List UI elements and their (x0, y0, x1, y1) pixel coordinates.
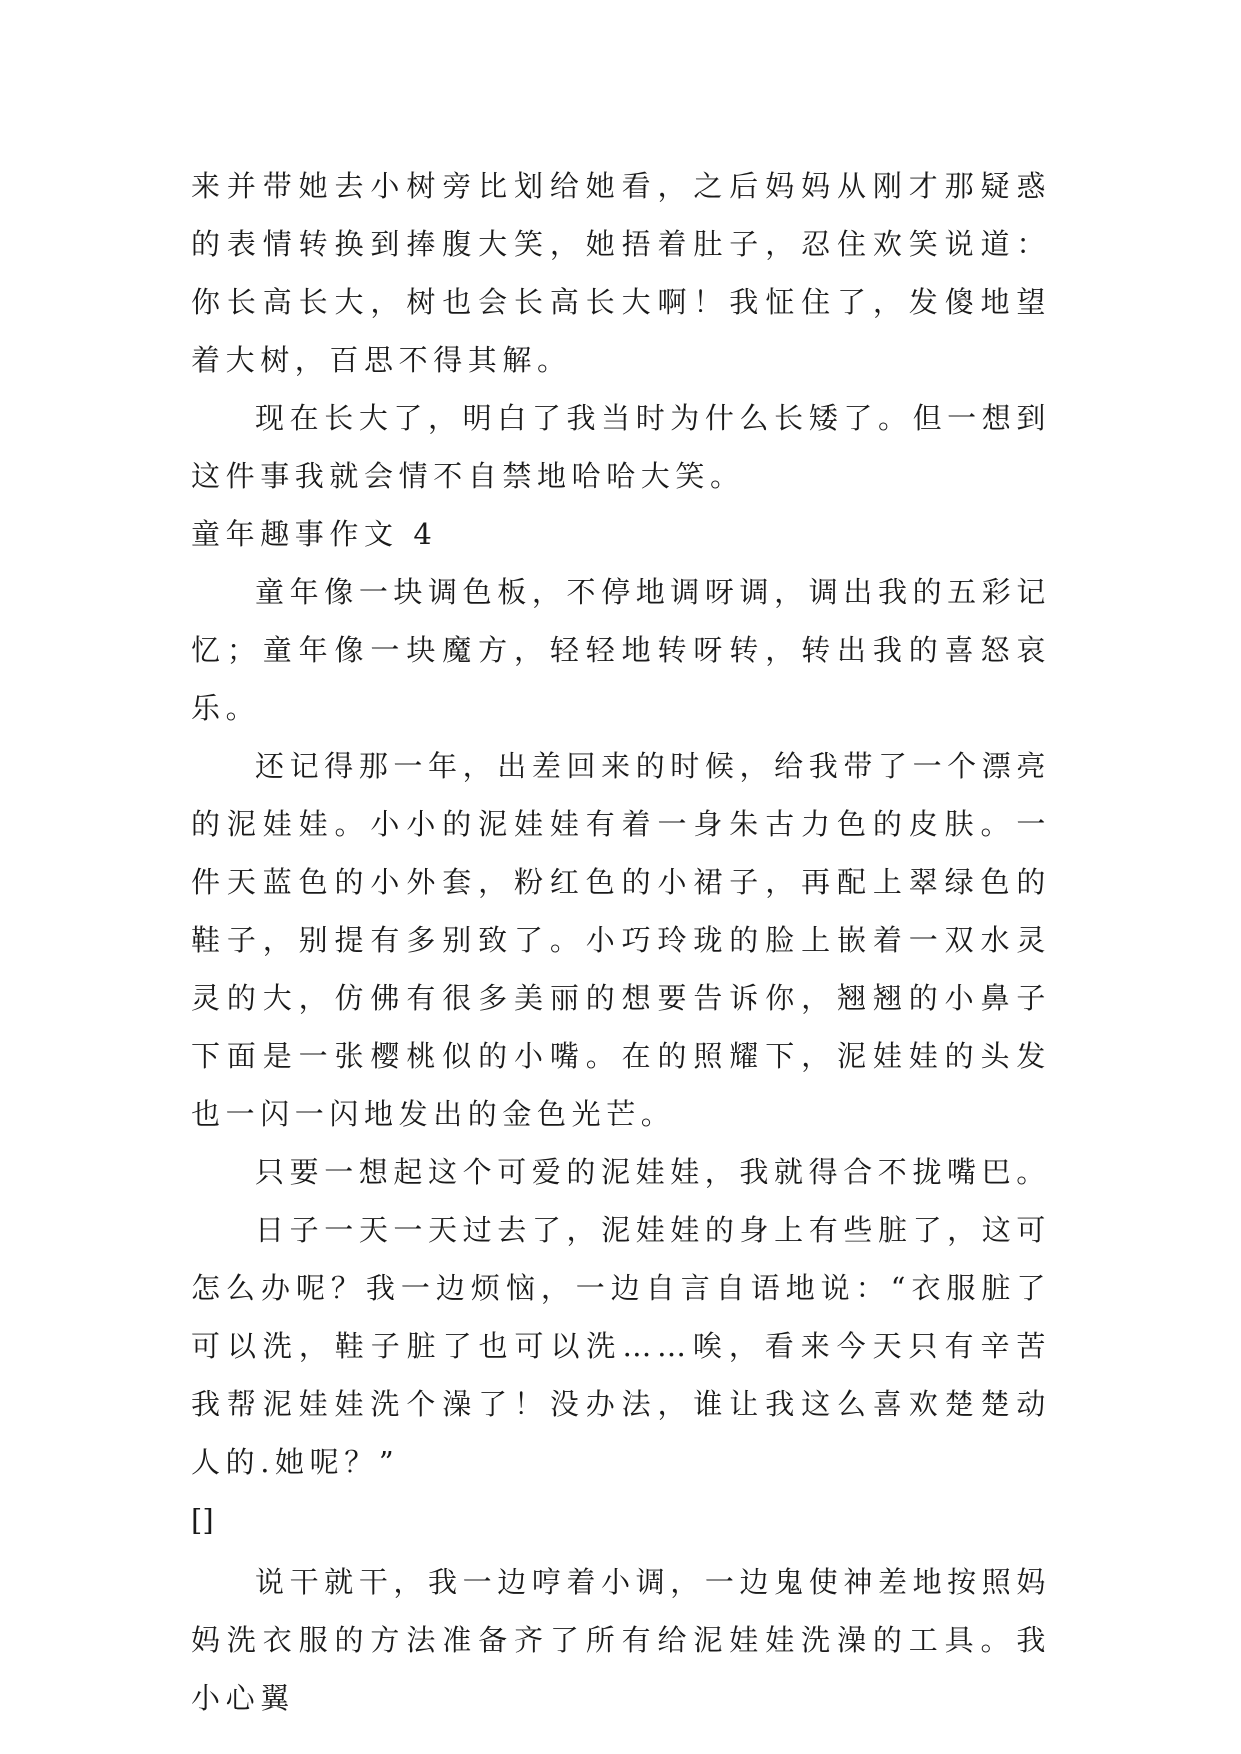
paragraph: 说干就干，我一边哼着小调，一边鬼使神差地按照妈妈洗衣服的方法准备齐了所有给泥娃娃洗澡的工具。我小心翼 (191, 1565, 1051, 1715)
bracket-mark: [] (191, 1503, 214, 1537)
article-body (191, 157, 1051, 1727)
section-heading: 童年趣事作文 4 (191, 517, 438, 551)
paragraph-continuation: 来并带她去小树旁比划给她看，之后妈妈从刚才那疑惑的表情转换到捧腹大笑，她捂着肚子，忍住欢笑说道：你长高长大，树也会长高长大啊！我怔住了，发傻地望着大树，百思不得其解。 (191, 169, 1051, 377)
paragraph: 只要一想起这个可爱的泥娃娃，我就得合不拢嘴巴。 (255, 1155, 1051, 1189)
paragraph: 童年像一块调色板，不停地调呀调，调出我的五彩记忆；童年像一块魔方，轻轻地转呀转，转出我的喜怒哀乐。 (191, 575, 1051, 725)
paragraph: 现在长大了，明白了我当时为什么长矮了。但一想到这件事我就会情不自禁地哈哈大笑。 (191, 401, 1051, 493)
placeholder-mark (191, 1491, 1051, 1549)
paragraph: 还记得那一年，出差回来的时候，给我带了一个漂亮的泥娃娃。小小的泥娃娃有着一身朱古力色的皮肤。一件天蓝色的小外套，粉红色的小裙子，再配上翠绿色的鞋子，别提有多别致了。小巧玲珑的脸上嵌着一双水灵灵的大，仿佛有很多美丽的想要告诉你，翘翘的小鼻子下面是一张樱桃似的小嘴。在的照耀下，泥娃娃的头发也一闪一闪地发出的金色光芒。 (191, 749, 1051, 1131)
paragraph: 日子一天一天过去了，泥娃娃的身上有些脏了，这可怎么办呢？我一边烦恼，一边自言自语地说：“衣服脏了可以洗，鞋子脏了也可以洗……唉，看来今天只有辛苦我帮泥娃娃洗个澡了！没办法，谁让我这么喜欢楚楚动人的.她呢？” (191, 1213, 1051, 1479)
